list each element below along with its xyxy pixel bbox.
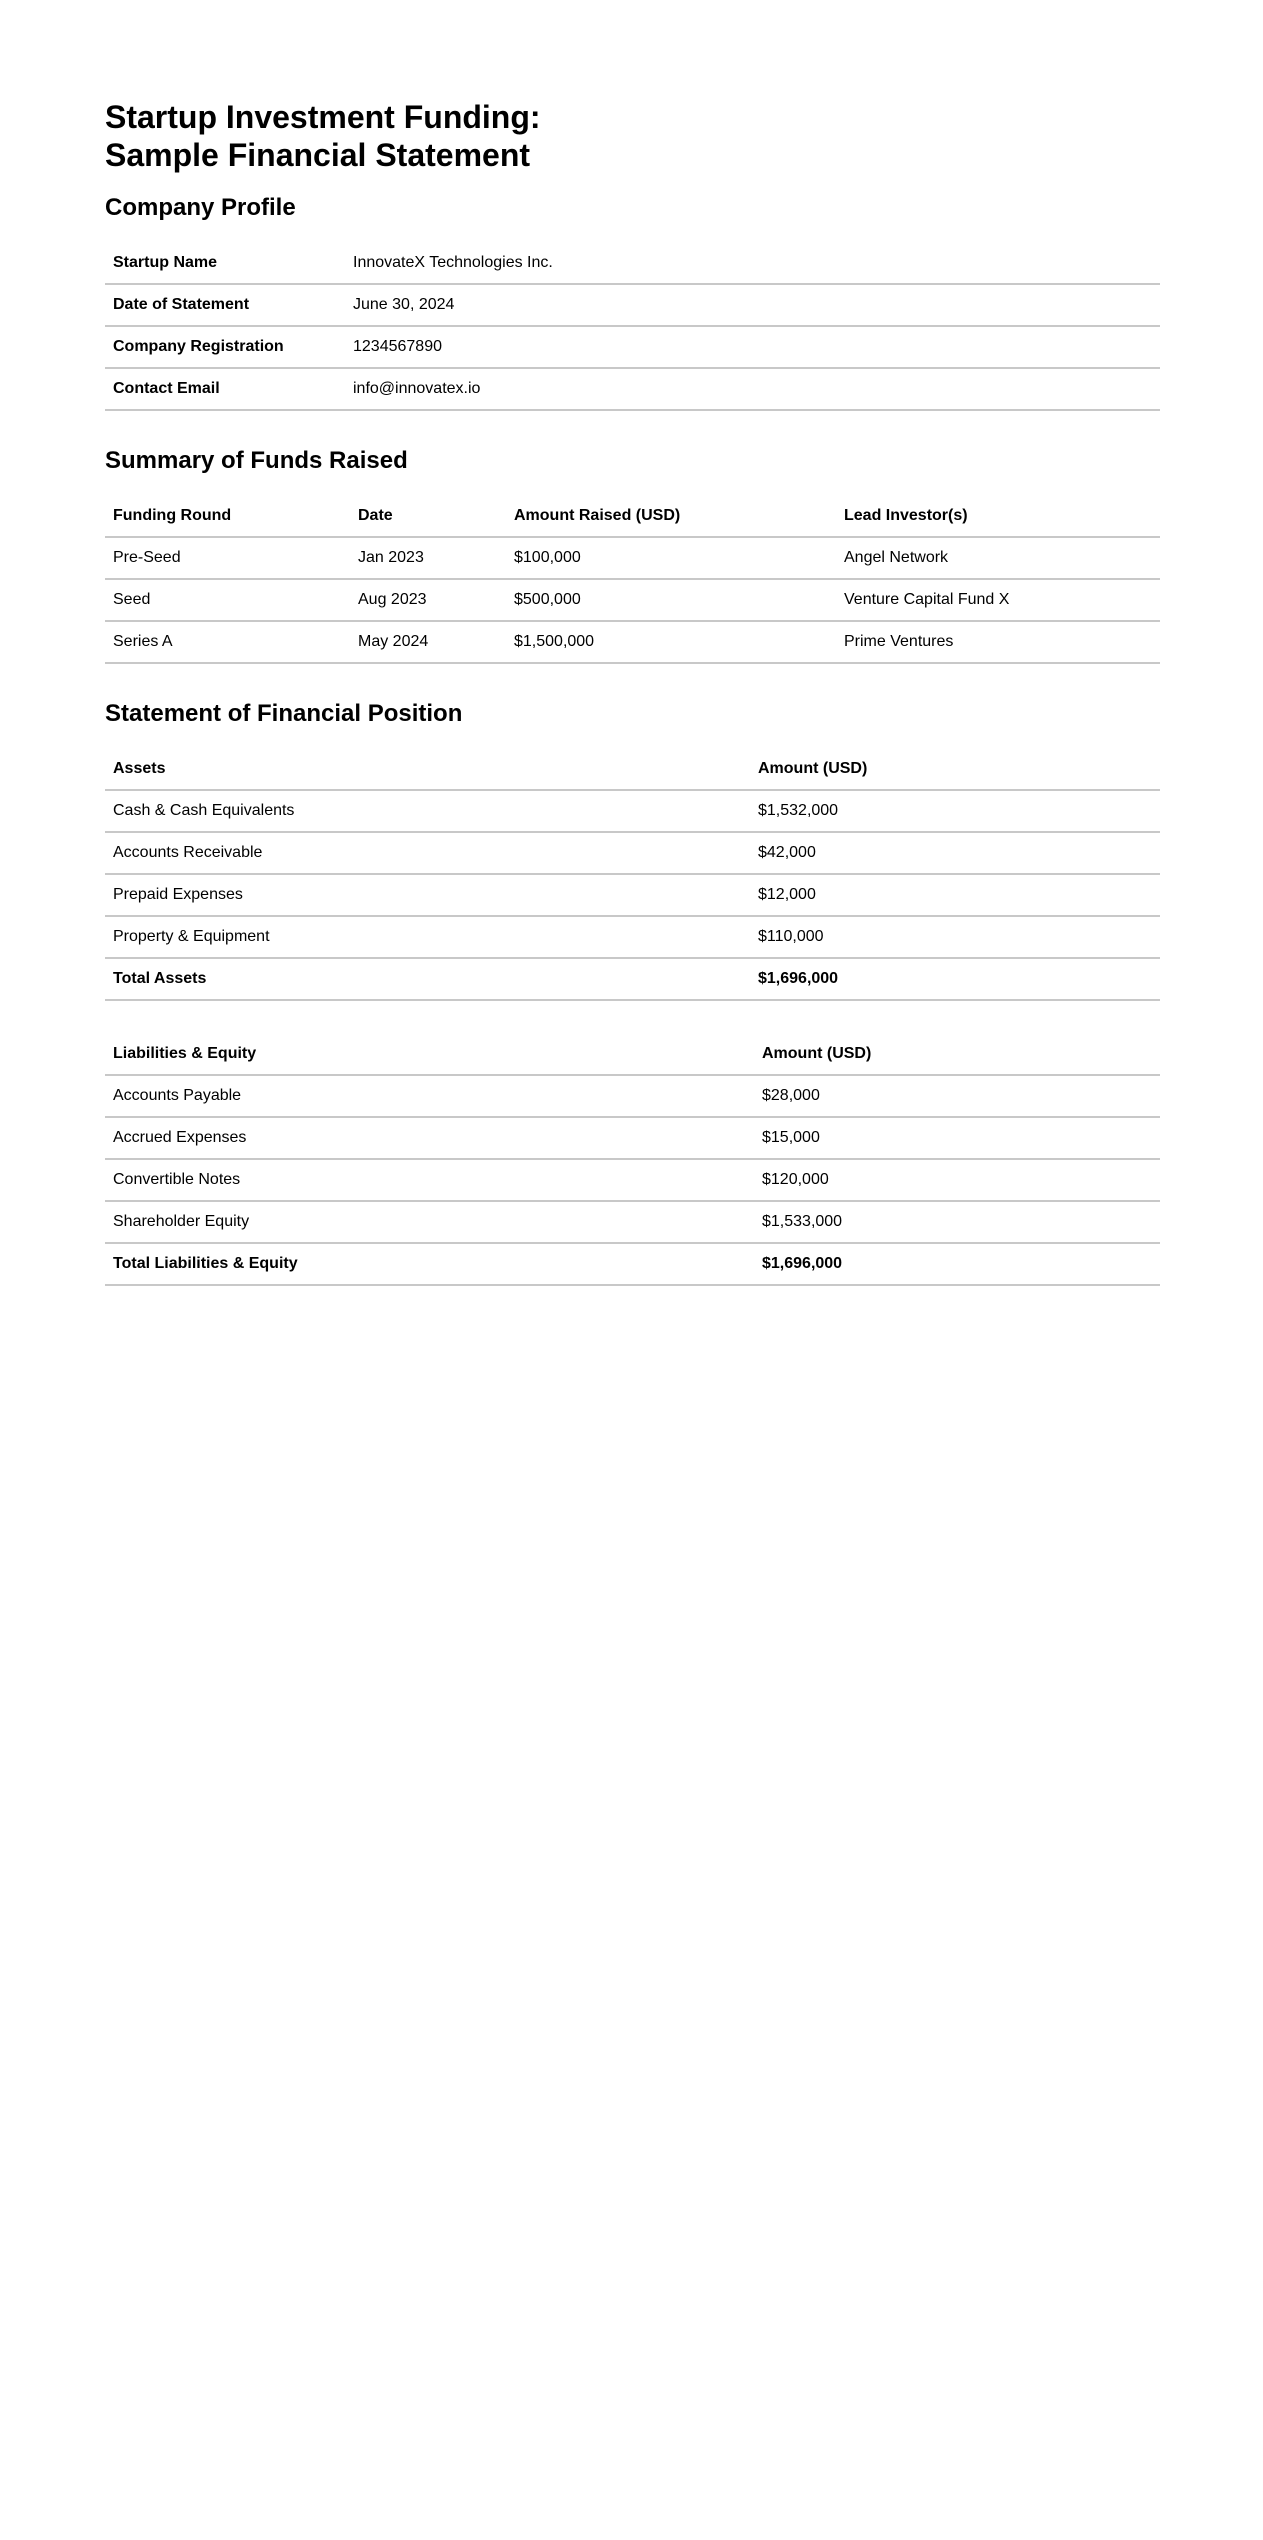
- liability-name-cell: Accrued Expenses: [105, 1117, 754, 1159]
- table-row: [105, 790, 1160, 832]
- table-header-row: [105, 495, 1160, 537]
- funding-amount-cell: $1,500,000: [506, 621, 836, 663]
- table-row: [105, 242, 1160, 284]
- table-row: [105, 621, 1160, 663]
- lead-investor-cell: Angel Network: [836, 537, 1160, 579]
- profile-value-company-registration: 1234567890: [345, 326, 1160, 368]
- total-assets-label: Total Assets: [105, 958, 750, 1000]
- funds-raised-table: [105, 495, 1160, 664]
- funding-amount-cell: $100,000: [506, 537, 836, 579]
- column-header-lead-investors: Lead Investor(s): [836, 495, 1160, 537]
- asset-name-cell: Cash & Cash Equivalents: [105, 790, 750, 832]
- total-row: [105, 958, 1160, 1000]
- liabilities-equity-table: [105, 1033, 1160, 1286]
- document-title-line-2: Sample Financial Statement: [105, 137, 531, 173]
- table-row: [105, 832, 1160, 874]
- profile-value-date-of-statement: June 30, 2024: [345, 284, 1160, 326]
- table-row: [105, 916, 1160, 958]
- total-liabilities-equity-label: Total Liabilities & Equity: [105, 1243, 754, 1285]
- table-row: [105, 874, 1160, 916]
- total-liabilities-equity-amount: $1,696,000: [754, 1243, 1160, 1285]
- liability-name-cell: Accounts Payable: [105, 1075, 754, 1117]
- table-row: [105, 537, 1160, 579]
- column-header-date: Date: [350, 495, 506, 537]
- column-header-amount-raised: Amount Raised (USD): [506, 495, 836, 537]
- liability-name-cell: Shareholder Equity: [105, 1201, 754, 1243]
- table-row: [105, 1075, 1160, 1117]
- table-row: [105, 579, 1160, 621]
- lead-investor-cell: Venture Capital Fund X: [836, 579, 1160, 621]
- asset-name-cell: Prepaid Expenses: [105, 874, 750, 916]
- profile-value-startup-name: InnovateX Technologies Inc.: [345, 242, 1160, 284]
- liability-name-cell: Convertible Notes: [105, 1159, 754, 1201]
- profile-label-company-registration: Company Registration: [105, 326, 345, 368]
- table-row: [105, 1117, 1160, 1159]
- asset-name-cell: Accounts Receivable: [105, 832, 750, 874]
- company-profile-heading: Company Profile: [105, 194, 296, 221]
- funding-date-cell: Aug 2023: [350, 579, 506, 621]
- document-title-line-1: Startup Investment Funding:: [105, 99, 541, 135]
- column-header-liabilities-equity: Liabilities & Equity: [105, 1033, 754, 1075]
- lead-investor-cell: Prime Ventures: [836, 621, 1160, 663]
- funds-raised-heading: Summary of Funds Raised: [105, 447, 408, 474]
- table-row: [105, 1159, 1160, 1201]
- column-header-amount: Amount (USD): [750, 748, 1160, 790]
- total-row: [105, 1243, 1160, 1285]
- company-profile-table: [105, 242, 1160, 411]
- profile-label-startup-name: Startup Name: [105, 242, 345, 284]
- assets-table: [105, 748, 1160, 1001]
- funding-round-cell: Series A: [105, 621, 350, 663]
- document-title: [105, 0, 1160, 174]
- asset-amount-cell: $1,532,000: [750, 790, 1160, 832]
- funding-date-cell: May 2024: [350, 621, 506, 663]
- table-row: [105, 1201, 1160, 1243]
- column-header-amount: Amount (USD): [754, 1033, 1160, 1075]
- financial-position-heading: Statement of Financial Position: [105, 700, 463, 727]
- table-row: [105, 326, 1160, 368]
- liability-amount-cell: $15,000: [754, 1117, 1160, 1159]
- profile-label-date-of-statement: Date of Statement: [105, 284, 345, 326]
- liability-amount-cell: $1,533,000: [754, 1201, 1160, 1243]
- table-row: [105, 368, 1160, 410]
- table-row: [105, 284, 1160, 326]
- asset-amount-cell: $110,000: [750, 916, 1160, 958]
- liability-amount-cell: $120,000: [754, 1159, 1160, 1201]
- financial-statement-page: [105, 0, 1160, 1286]
- funding-round-cell: Pre-Seed: [105, 537, 350, 579]
- profile-label-contact-email: Contact Email: [105, 368, 345, 410]
- column-header-funding-round: Funding Round: [105, 495, 350, 537]
- asset-amount-cell: $42,000: [750, 832, 1160, 874]
- table-header-row: [105, 1033, 1160, 1075]
- funding-amount-cell: $500,000: [506, 579, 836, 621]
- table-header-row: [105, 748, 1160, 790]
- asset-name-cell: Property & Equipment: [105, 916, 750, 958]
- funding-round-cell: Seed: [105, 579, 350, 621]
- funding-date-cell: Jan 2023: [350, 537, 506, 579]
- profile-value-contact-email: info@innovatex.io: [345, 368, 1160, 410]
- liability-amount-cell: $28,000: [754, 1075, 1160, 1117]
- total-assets-amount: $1,696,000: [750, 958, 1160, 1000]
- asset-amount-cell: $12,000: [750, 874, 1160, 916]
- column-header-assets: Assets: [105, 748, 750, 790]
